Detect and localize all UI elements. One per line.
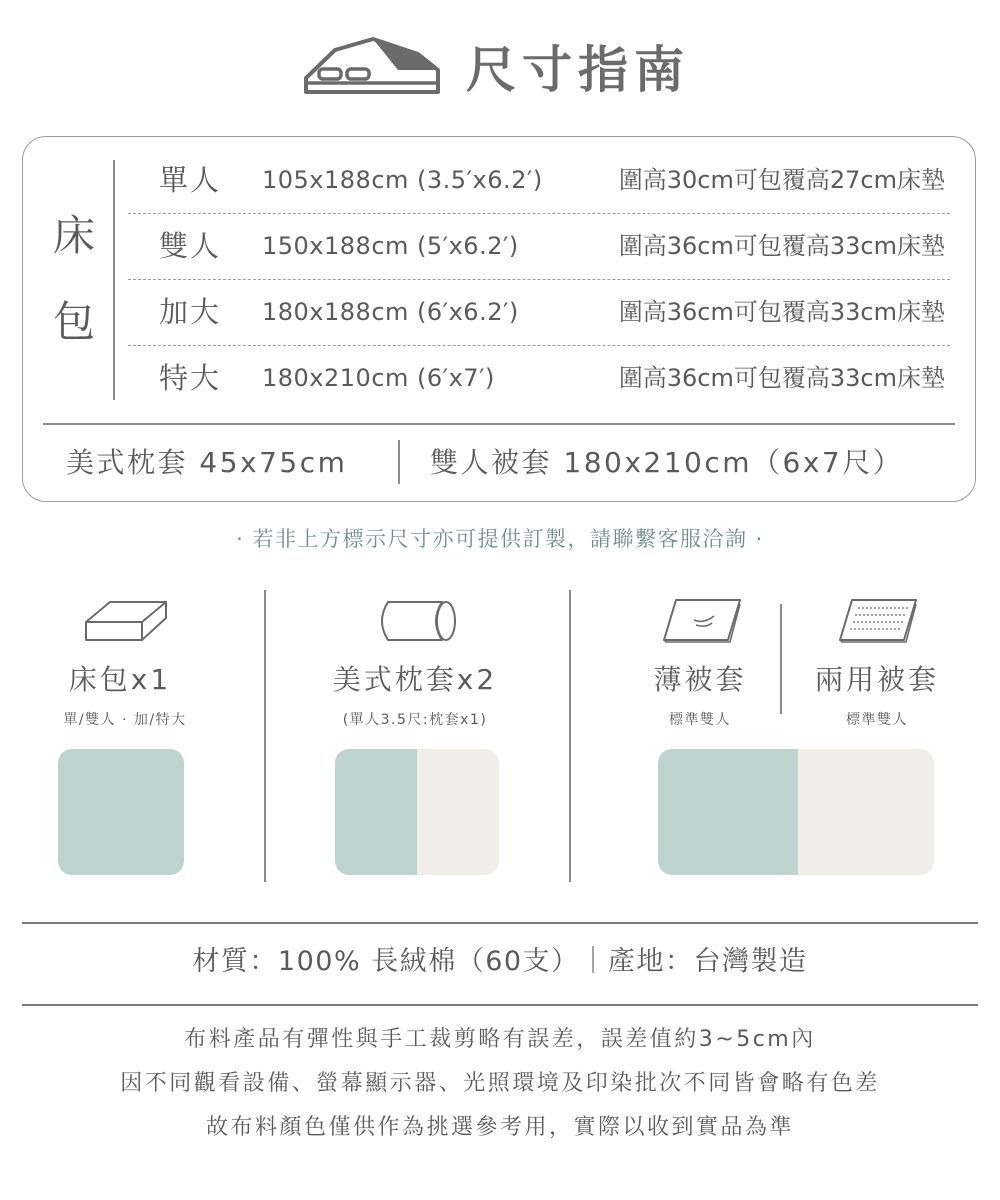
duvet-size: 雙人被套 180x210cm（6x7尺） [430, 446, 904, 479]
size-row-queen [125, 279, 955, 345]
product-divider [264, 590, 266, 882]
divider-line [22, 1004, 978, 1006]
bed-label-divider [113, 160, 115, 400]
bed-house-icon [303, 36, 441, 96]
swatch-fitted-sheet [58, 749, 184, 875]
size-type: 雙人 [159, 229, 222, 263]
product-name-dual-duvet: 兩用被套 [814, 663, 939, 696]
product-name-pillowcase: 美式枕套x2 [332, 663, 498, 696]
product-sub-fitted-sheet: 單/雙人 · 加/特大 [63, 712, 187, 728]
product-name-fitted-sheet: 床包x1 [68, 663, 172, 696]
bed-sheet-label-bottom: 包 [52, 297, 95, 346]
size-type: 加大 [159, 295, 222, 329]
size-type: 特大 [159, 361, 222, 395]
product-divider [569, 590, 571, 882]
size-dimension: 150x188cm (5′x6.2′) [262, 232, 519, 260]
color-swatch-sage [335, 749, 417, 875]
size-dimension: 180x188cm (6′x6.2′) [262, 298, 519, 326]
product-sub-thin-duvet: 標準雙人 [669, 712, 731, 728]
color-swatch-cream [798, 749, 934, 875]
pillow-icon [376, 600, 458, 642]
size-dimension: 180x210cm (6′x7′) [262, 364, 495, 392]
size-note: 圍高36cm可包覆高33cm床墊 [618, 364, 945, 392]
size-type: 單人 [159, 163, 222, 197]
panel-divider [43, 423, 955, 425]
product-name-thin-duvet: 薄被套 [653, 663, 747, 696]
size-note: 圍高36cm可包覆高33cm床墊 [618, 232, 945, 260]
size-note: 圍高30cm可包覆高27cm床墊 [618, 166, 945, 194]
material-origin: 材質：100% 長絨棉（60支）｜產地：台灣製造 [192, 946, 808, 977]
thin-duvet-icon [662, 598, 742, 644]
color-swatch-sage [58, 749, 184, 875]
fitted-sheet-icon [84, 600, 170, 642]
disclaimer-line: 布料產品有彈性與手工裁剪略有誤差，誤差值約3~5cm內 [184, 1027, 816, 1052]
size-row-king [125, 345, 955, 411]
color-swatch-sage [658, 749, 798, 875]
size-note: 圍高36cm可包覆高33cm床墊 [618, 298, 945, 326]
size-row-single [125, 147, 955, 213]
swatch-duvets [658, 749, 934, 875]
disclaimer-line: 因不同觀看設備、螢幕顯示器、光照環境及印染批次不同皆會略有色差 [120, 1071, 880, 1096]
product-sub-pillowcase: (單人3.5尺:枕套x1) [342, 712, 488, 728]
custom-order-note: · 若非上方標示尺寸亦可提供訂製，請聯繫客服洽詢 · [236, 527, 764, 551]
pillowcase-size: 美式枕套 45x75cm [66, 446, 348, 479]
extras-separator [398, 440, 400, 484]
divider-line [22, 922, 978, 924]
swatch-pillowcase [335, 749, 499, 875]
disclaimer-line: 故布料顏色僅供作為挑選參考用，實際以收到實品為準 [205, 1115, 794, 1140]
bed-sheet-label-top: 床 [52, 211, 95, 260]
color-swatch-cream [417, 749, 499, 875]
size-dimension: 105x188cm (3.5′x6.2′) [262, 166, 543, 194]
quilted-duvet-icon [838, 598, 918, 644]
product-sub-dual-duvet: 標準雙人 [846, 712, 908, 728]
page-title: 尺寸指南 [466, 41, 690, 99]
size-row-double [125, 213, 955, 279]
